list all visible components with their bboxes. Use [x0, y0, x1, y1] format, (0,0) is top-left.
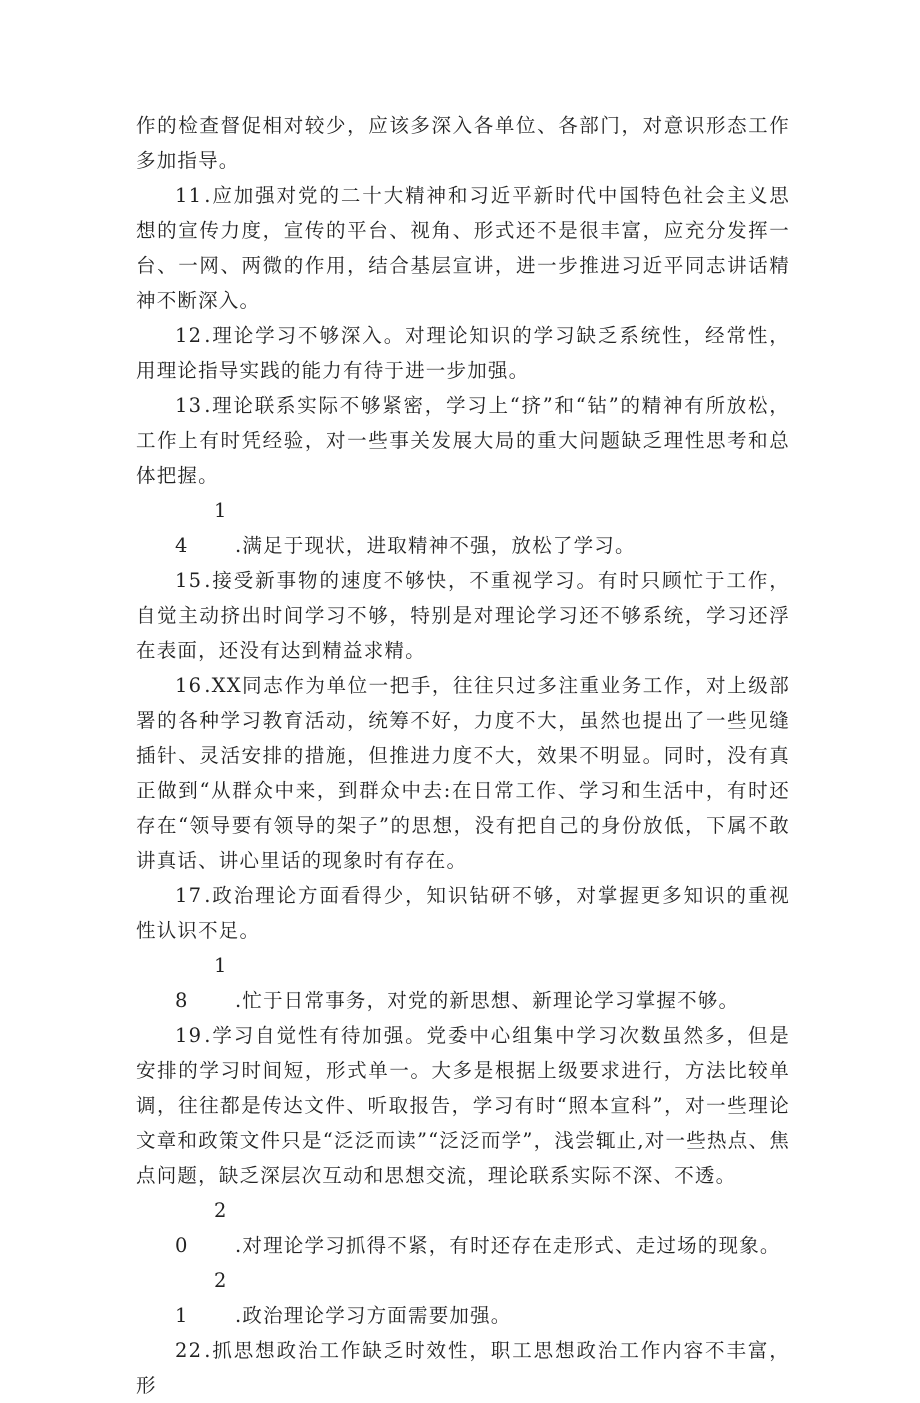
list-item-13: [136, 388, 790, 493]
item-text: .学习自觉性有待加强。党委中心组集中学习次数虽然多，但是安排的学习时间短，形式单一。大多是根据上级要求进行，方法比较单调，往往都是传达文件、听取报告，学习有时“照本宣科”，对一些理论文章和政策文件只是“泛泛而读”“泛泛而学”，浅尝辄止,对一些热点、焦点问题，缺乏深层次互动和思想交流，理论联系实际不深、不透。: [136, 1024, 790, 1187]
item-text: .对理论学习抓得不紧，有时还存在走形式、走过场的现象。: [235, 1234, 781, 1257]
list-item-15: [136, 563, 790, 668]
item-text: .满足于现状，进取精神不强，放松了学习。: [235, 534, 636, 557]
item-number: 21: [175, 1269, 228, 1327]
item-number: 16: [175, 674, 203, 697]
list-item-12: [136, 318, 790, 388]
paragraph-text: 作的检查督促相对较少，应该多深入各单位、各部门，对意识形态工作多加指导。: [136, 114, 790, 172]
item-number: 14: [175, 499, 228, 557]
item-number: 13: [175, 394, 203, 417]
list-item-16: [136, 668, 790, 878]
list-item-14: [136, 493, 790, 563]
item-number: 22: [175, 1339, 203, 1362]
paragraph-continuation: [136, 108, 790, 178]
list-item-19: [136, 1018, 790, 1193]
list-item-11: [136, 178, 790, 318]
item-number: 20: [175, 1199, 228, 1257]
item-text: .政治理论方面看得少，知识钻研不够，对掌握更多知识的重视性认识不足。: [136, 884, 790, 942]
item-number: 15: [175, 569, 203, 592]
item-text: .应加强对党的二十大精神和习近平新时代中国特色社会主义思想的宣传力度，宣传的平台、视角、形式还不是很丰富，应充分发挥一台、一网、两微的作用，结合基层宣讲，进一步推进习近平同志讲话精神不断深入。: [136, 184, 790, 312]
item-text: .理论联系实际不够紧密，学习上“挤”和“钻”的精神有所放松，工作上有时凭经验，对一些事关发展大局的重大问题缺乏理性思考和总体把握。: [136, 394, 790, 487]
item-text: .抓思想政治工作缺乏时效性，职工思想政治工作内容不丰富，形: [136, 1339, 790, 1397]
item-number: 11: [175, 184, 203, 207]
item-number: 12: [175, 324, 203, 347]
item-number: 18: [175, 954, 228, 1012]
list-item-18: [136, 948, 790, 1018]
list-item-22: [136, 1333, 790, 1403]
list-item-17: [136, 878, 790, 948]
item-number: 19: [175, 1024, 203, 1047]
item-text: .政治理论学习方面需要加强。: [235, 1304, 512, 1327]
item-text: .XX同志作为单位一把手，往往只过多注重业务工作，对上级部署的各种学习教育活动，统筹不好，力度不大，虽然也提出了一些见缝插针、灵活安排的措施，但推进力度不大，效果不明显。同时，没有真正做到“从群众中来，到群众中去:在日常工作、学习和生活中，有时还存在“领导要有领导的架子”的思想，没有把自己的身份放低，下属不敢讲真话、讲心里话的现象时有存在。: [136, 674, 790, 872]
item-text: .理论学习不够深入。对理论知识的学习缺乏系统性，经常性，用理论指导实践的能力有待于进一步加强。: [136, 324, 790, 382]
item-number: 17: [175, 884, 203, 907]
item-text: .忙于日常事务，对党的新思想、新理论学习掌握不够。: [235, 989, 740, 1012]
list-item-20: [136, 1193, 790, 1263]
list-item-21: [136, 1263, 790, 1333]
item-text: .接受新事物的速度不够快，不重视学习。有时只顾忙于工作，自觉主动挤出时间学习不够，特别是对理论学习还不够系统，学习还浮在表面，还没有达到精益求精。: [136, 569, 790, 662]
